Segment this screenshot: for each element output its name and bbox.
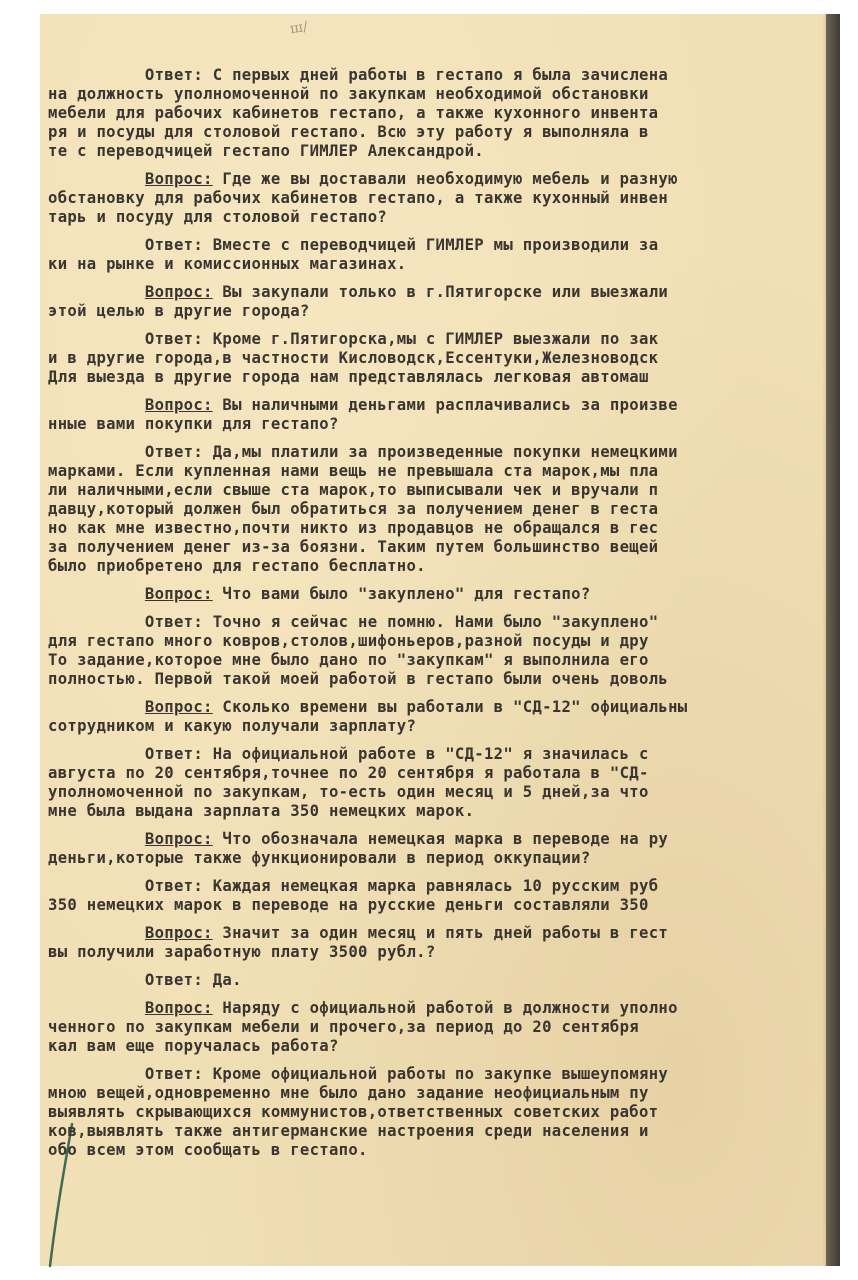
text-line xyxy=(48,802,838,821)
line-text: кал вам еще поручалась работа? xyxy=(48,1037,339,1055)
line-indent xyxy=(48,830,145,848)
text-line xyxy=(48,1037,838,1056)
line-text: Сколько времени вы работали в "СД-12" официальны xyxy=(212,698,688,716)
line-text: мною вещей,одновременно мне было дано задание неофициальным пу xyxy=(48,1084,649,1102)
line-text: Вместе с переводчицей ГИМЛЕР мы производили за xyxy=(203,236,659,254)
answer-label: Ответ: xyxy=(144,877,204,895)
text-line xyxy=(48,330,838,349)
paragraph-gap xyxy=(48,387,838,396)
text-line xyxy=(48,500,838,519)
line-text: обстановку для рабочих кабинетов гестапо, а также кухонный инвен xyxy=(48,189,669,207)
text-line xyxy=(48,236,838,255)
answer-label: Ответ: xyxy=(144,66,204,84)
line-indent xyxy=(48,877,145,895)
paragraph-gap xyxy=(48,321,838,330)
paragraph-gap xyxy=(48,227,838,236)
line-indent xyxy=(48,1065,145,1083)
answer-label: Ответ: xyxy=(144,443,204,461)
answer-label: Ответ: xyxy=(144,971,204,989)
text-line xyxy=(48,745,838,764)
text-line xyxy=(48,85,838,104)
line-text: Каждая немецкая марка равнялась 10 русским руб xyxy=(203,877,659,895)
line-text: С первых дней работы в гестапо я была зачислена xyxy=(203,66,669,84)
line-text: марками. Если купленная нами вещь не превышала ста марок,мы пла xyxy=(48,462,659,480)
paragraph-gap xyxy=(48,868,838,877)
text-line xyxy=(48,613,838,632)
text-line xyxy=(48,462,838,481)
line-text: мне была выдана зарплата 350 немецких марок. xyxy=(48,802,475,820)
typewritten-transcript xyxy=(48,66,838,1160)
line-text: Где же вы доставали необходимую мебель и разную xyxy=(212,170,678,188)
line-indent xyxy=(48,924,145,942)
paragraph-gap xyxy=(48,1056,838,1065)
text-line xyxy=(48,896,838,915)
text-line xyxy=(48,66,838,85)
answer-label: Ответ: xyxy=(144,745,204,763)
text-line xyxy=(48,142,838,161)
line-text: Кроме г.Пятигорска,мы с ГИМЛЕР выезжали по зак xyxy=(203,330,659,348)
answer-label: Ответ: xyxy=(144,236,204,254)
line-text: Вы наличными деньгами расплачивались за произве xyxy=(212,396,678,414)
line-text: Кроме официальной работы по закупке вышеупомяну xyxy=(203,1065,669,1083)
line-text: Вы закупали только в г.Пятигорске или выезжали xyxy=(212,283,669,301)
text-line xyxy=(48,670,838,689)
line-text: Значит за один месяц и пять дней работы в гест xyxy=(212,924,669,942)
text-line xyxy=(48,396,838,415)
paragraph-gap xyxy=(48,990,838,999)
text-line xyxy=(48,632,838,651)
text-line xyxy=(48,302,838,321)
line-text: Да. xyxy=(203,971,242,989)
question-label: Вопрос: xyxy=(144,585,213,603)
line-indent xyxy=(48,585,145,603)
line-indent xyxy=(48,613,145,631)
line-text: ря и посуды для столовой гестапо. Всю эту работу я выполняла в xyxy=(48,123,649,141)
text-line xyxy=(48,717,838,736)
question-label: Вопрос: xyxy=(144,830,213,848)
line-text: ки на рынке и комиссионных магазинах. xyxy=(48,255,407,273)
text-line xyxy=(48,255,838,274)
paragraph-gap xyxy=(48,821,838,830)
line-text: и в другие города,в частности Кисловодск,Ессентуки,Железноводск xyxy=(48,349,659,367)
line-text: тарь и посуду для столовой гестапо? xyxy=(48,208,388,226)
text-line xyxy=(48,651,838,670)
line-text: августа по 20 сентября,точнее по 20 сентября я работала в "СД- xyxy=(48,764,649,782)
text-line xyxy=(48,971,838,990)
line-text: для гестапо много ковров,столов,шифоньеров,разной посуды и дру xyxy=(48,632,649,650)
text-line xyxy=(48,519,838,538)
question-label: Вопрос: xyxy=(144,698,213,716)
paragraph-gap xyxy=(48,689,838,698)
text-line xyxy=(48,924,838,943)
line-text: выявлять скрывающихся коммунистов,ответственных советских работ xyxy=(48,1103,659,1121)
line-indent xyxy=(48,999,145,1017)
text-line xyxy=(48,877,838,896)
line-text: Для выезда в другие города нам представлялась легковая автомаш xyxy=(48,368,649,386)
line-indent xyxy=(48,745,145,763)
line-text: ченного по закупкам мебели и прочего,за период до 20 сентября xyxy=(48,1018,639,1036)
paragraph-gap xyxy=(48,161,838,170)
line-indent xyxy=(48,396,145,414)
text-line xyxy=(48,481,838,500)
text-line xyxy=(48,943,838,962)
line-text: Что вами было "закуплено" для гестапо? xyxy=(212,585,591,603)
line-text: обо всем этом сообщать в гестапо. xyxy=(48,1141,368,1159)
text-line xyxy=(48,1141,838,1160)
line-text: 350 немецких марок в переводе на русские деньги составляли 350 xyxy=(48,896,649,914)
line-text: То задание,которое мне было дано по "закупкам" я выполнила его xyxy=(48,651,649,669)
line-text: но как мне известно,почти никто из продавцов не обращался в гес xyxy=(48,519,659,537)
line-indent xyxy=(48,698,145,716)
question-label: Вопрос: xyxy=(144,170,213,188)
line-text: Точно я сейчас не помню. Нами было "закуплено" xyxy=(203,613,659,631)
paragraph-gap xyxy=(48,736,838,745)
text-line xyxy=(48,368,838,387)
line-text: На официальной работе в "СД-12" я значилась с xyxy=(203,745,649,763)
text-line xyxy=(48,830,838,849)
text-line xyxy=(48,764,838,783)
text-line xyxy=(48,585,838,604)
line-text: ков,выявлять также антигерманские настроения среди населения и xyxy=(48,1122,649,1140)
text-line xyxy=(48,849,838,868)
text-line xyxy=(48,783,838,802)
text-line xyxy=(48,1065,838,1084)
text-line xyxy=(48,1122,838,1141)
text-line xyxy=(48,104,838,123)
text-line xyxy=(48,170,838,189)
answer-label: Ответ: xyxy=(144,613,204,631)
text-line xyxy=(48,349,838,368)
line-indent xyxy=(48,236,145,254)
line-indent xyxy=(48,283,145,301)
paragraph-gap xyxy=(48,915,838,924)
text-line xyxy=(48,1084,838,1103)
line-text: ли наличными,если свыше ста марок,то выписывали чек и вручали п xyxy=(48,481,659,499)
text-line xyxy=(48,189,838,208)
text-line xyxy=(48,283,838,302)
line-indent xyxy=(48,971,145,989)
line-text: нные вами покупки для гестапо? xyxy=(48,415,339,433)
text-line xyxy=(48,123,838,142)
line-indent xyxy=(48,66,145,84)
line-text: уполномоченной по закупкам, то-есть один месяц и 5 дней,за что xyxy=(48,783,649,801)
line-text: на должность уполномоченной по закупкам необходимой обстановки xyxy=(48,85,649,103)
question-label: Вопрос: xyxy=(144,999,213,1017)
line-text: за получением денег из-за боязни. Таким путем большинство вещей xyxy=(48,538,659,556)
paragraph-gap xyxy=(48,434,838,443)
paragraph-gap xyxy=(48,576,838,585)
paragraph-gap xyxy=(48,274,838,283)
line-text: те с переводчицей гестапо ГИМЛЕР Александрой. xyxy=(48,142,484,160)
line-text: Да,мы платили за произведенные покупки немецкими xyxy=(203,443,678,461)
question-label: Вопрос: xyxy=(144,924,213,942)
question-label: Вопрос: xyxy=(144,396,213,414)
line-text: мебели для рабочих кабинетов гестапо, а также кухонного инвента xyxy=(48,104,659,122)
line-text: Наряду с официальной работой в должности уполно xyxy=(212,999,678,1017)
line-text: этой целью в другие города? xyxy=(48,302,310,320)
line-text: вы получили заработную плату 3500 рубл.? xyxy=(48,943,436,961)
text-line xyxy=(48,208,838,227)
paragraph-gap xyxy=(48,962,838,971)
text-line xyxy=(48,443,838,462)
line-text: деньги,которые также функционировали в период оккупации? xyxy=(48,849,591,867)
text-line xyxy=(48,1018,838,1037)
answer-label: Ответ: xyxy=(144,1065,204,1083)
line-text: было приобретено для гестапо бесплатно. xyxy=(48,557,426,575)
paragraph-gap xyxy=(48,604,838,613)
line-text: давцу,который должен был обратиться за получением денег в геста xyxy=(48,500,659,518)
line-text: Что обозначала немецкая марка в переводе на ру xyxy=(212,830,669,848)
answer-label: Ответ: xyxy=(144,330,204,348)
line-indent xyxy=(48,170,145,188)
text-line xyxy=(48,698,838,717)
question-label: Вопрос: xyxy=(144,283,213,301)
line-indent xyxy=(48,443,145,461)
text-line xyxy=(48,999,838,1018)
text-line xyxy=(48,1103,838,1122)
text-line xyxy=(48,415,838,434)
text-line xyxy=(48,557,838,576)
line-text: сотрудником и какую получали зарплату? xyxy=(48,717,417,735)
text-line xyxy=(48,538,838,557)
line-indent xyxy=(48,330,145,348)
line-text: полностью. Первой такой моей работой в гестапо были очень доволь xyxy=(48,670,669,688)
margin-handwritten-note: ш/ xyxy=(288,18,309,38)
